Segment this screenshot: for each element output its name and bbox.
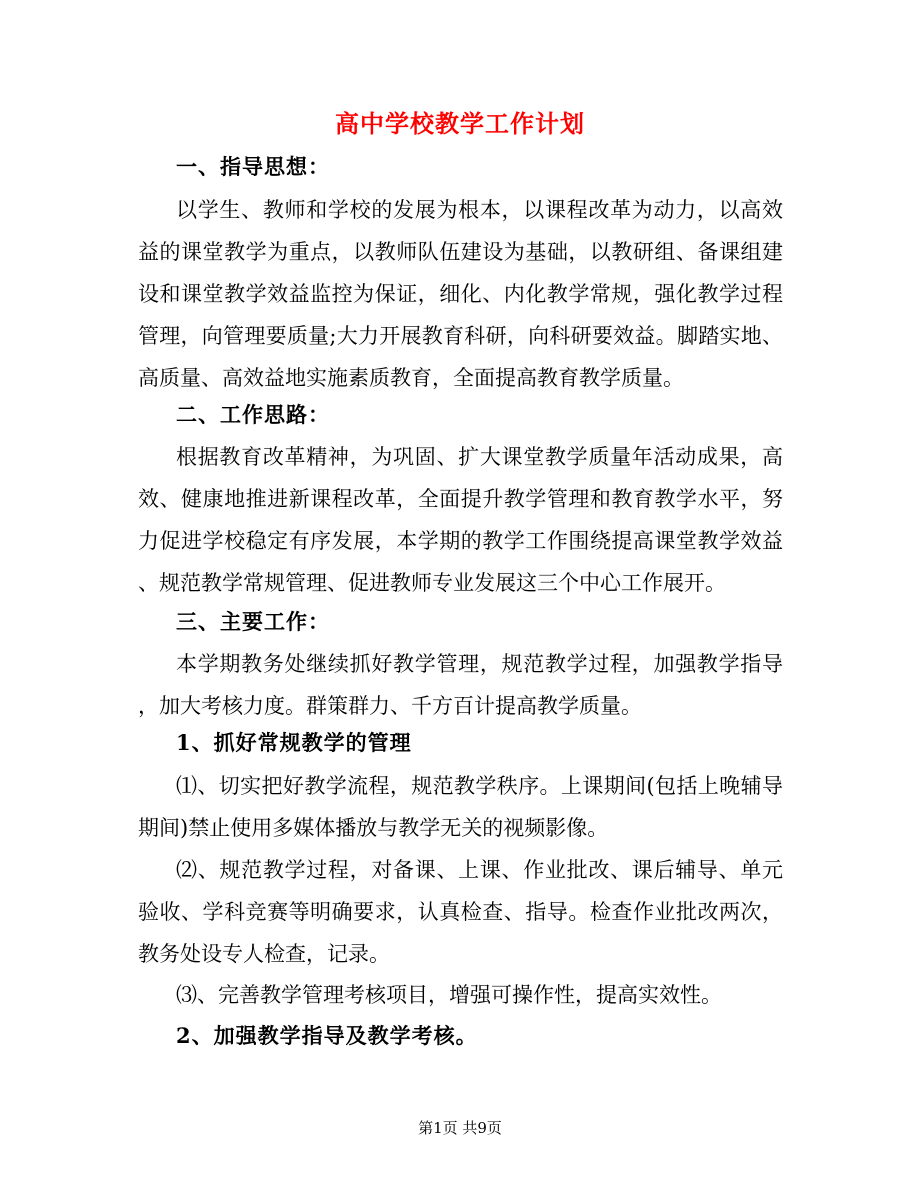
section-heading-guiding-ideology: 一、指导思想：: [176, 154, 330, 179]
paragraph-line: 期间)禁止使用多媒体播放与教学无关的视频影像。: [138, 816, 609, 840]
paragraph-line: 管理，向管理要质量;大力开展教育科研，向科研要效益。脚踏实地、: [138, 324, 783, 348]
subheading-teaching-guidance: 2、加强教学指导及教学考核。: [176, 1023, 478, 1048]
paragraph-line: 高质量、高效益地实施素质教育，全面提高教育教学质量。: [138, 366, 684, 390]
document-title: 高中学校教学工作计划: [335, 109, 585, 138]
paragraph-line: ⑵、规范教学过程，对备课、上课、作业批改、课后辅导、单元: [176, 858, 783, 882]
paragraph-line: 效、健康地推进新课程改革，全面提升教学管理和教育教学水平，努: [138, 487, 783, 511]
paragraph-line: ⑴、切实把好教学流程，规范教学秩序。上课期间(包括上晚辅导: [176, 774, 783, 798]
list-item-3: [138, 974, 783, 1016]
paragraph-line: 以学生、教师和学校的发展为根本，以课程改革为动力，以高效: [176, 198, 783, 222]
paragraph-main-work: [138, 643, 783, 727]
paragraph-line: 验收、学科竞赛等明确要求，认真检查、指导。检查作业批改两次，: [138, 900, 783, 924]
list-item-2: [138, 849, 783, 975]
paragraph-line: 、规范教学常规管理、促进教师专业发展这三个中心工作展开。: [138, 571, 726, 595]
paragraph-line: 力促进学校稳定有序发展，本学期的教学工作围绕提高课堂教学效益: [138, 529, 783, 553]
page-number-footer: 第1页 共9页: [418, 1119, 502, 1137]
paragraph-line: 设和课堂教学效益监控为保证，细化、内化教学常规，强化教学过程: [138, 282, 783, 306]
paragraph-guiding-ideology: [138, 189, 783, 399]
subheading-routine-teaching: 1、抓好常规教学的管理: [176, 730, 412, 755]
section-heading-work-approach: 二、工作思路：: [176, 402, 330, 427]
paragraph-line: ，加大考核力度。群策群力、千方百计提高教学质量。: [138, 694, 642, 718]
section-heading-main-work: 三、主要工作：: [176, 609, 330, 634]
paragraph-line: 本学期教务处继续抓好教学管理，规范教学过程，加强教学指导: [176, 652, 783, 676]
paragraph-line: ⑶、完善教学管理考核项目，增强可操作性，提高实效性。: [176, 983, 722, 1007]
list-item-1: [138, 765, 783, 849]
paragraph-work-approach: [138, 436, 783, 604]
paragraph-line: 益的课堂教学为重点，以教师队伍建设为基础，以教研组、备课组建: [138, 240, 783, 264]
paragraph-line: 根据教育改革精神，为巩固、扩大课堂教学质量年活动成果，高: [176, 445, 783, 469]
paragraph-line: 教务处设专人检查，记录。: [138, 942, 390, 966]
